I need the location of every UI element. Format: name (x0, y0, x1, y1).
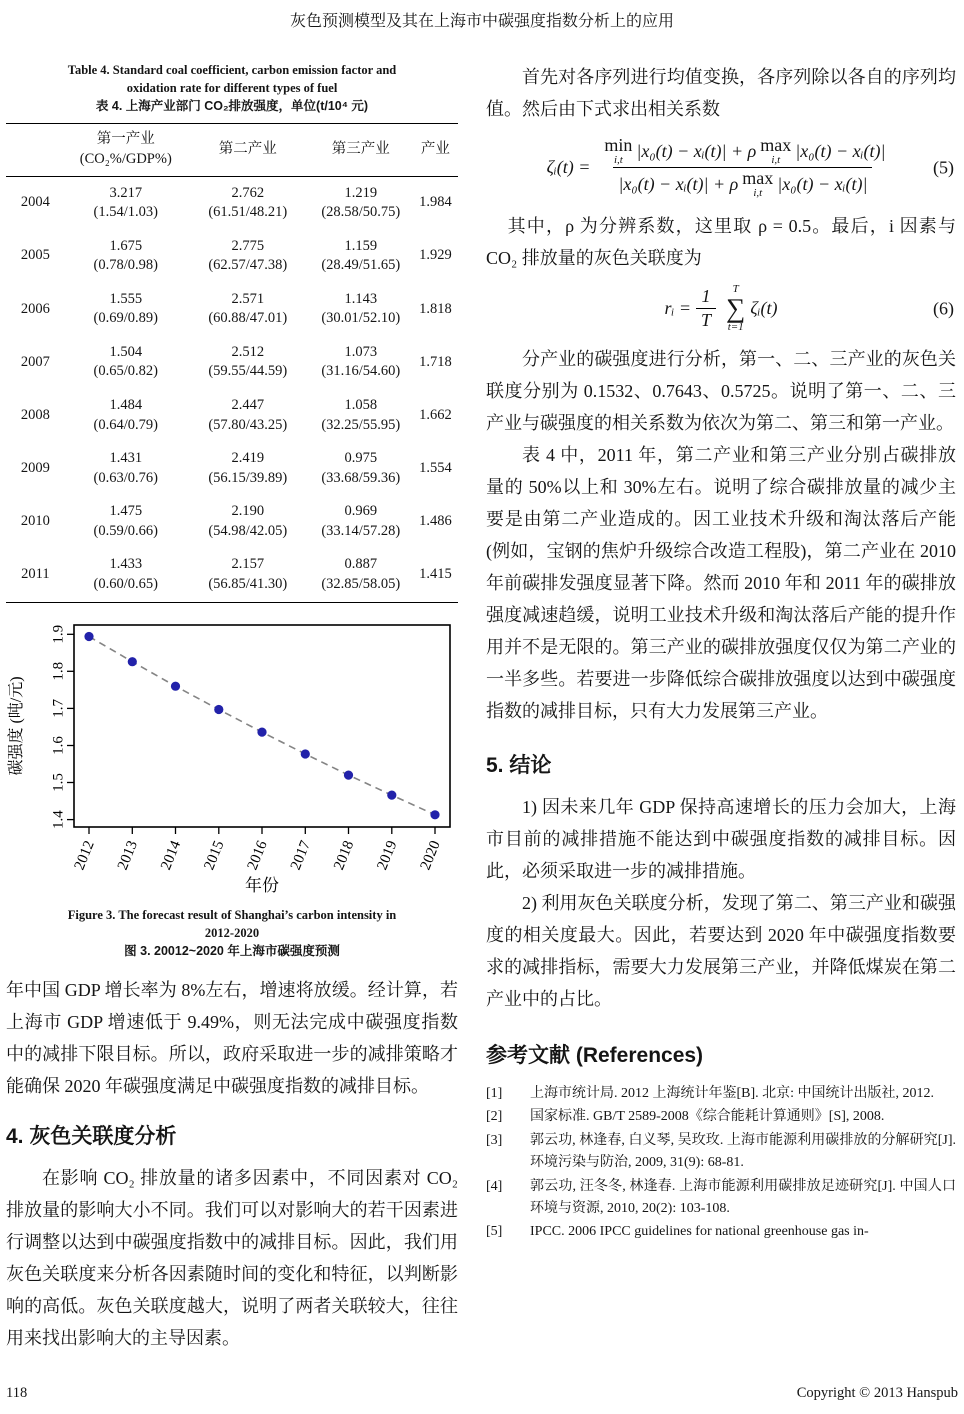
eq6-lhs: rᵢ = (664, 298, 692, 318)
reference-text: IPCC. 2006 IPCC guidelines for national greenhouse gas in- (530, 1224, 869, 1240)
table-body (6, 176, 458, 602)
equation-5-number: (5) (933, 157, 954, 177)
max-operator: max i,t (760, 135, 792, 166)
svg-text:年份: 年份 (245, 875, 279, 895)
cell-industry2: 2.157 (56.85/41.30) (208, 556, 288, 592)
cell-industry3: 1.143 (30.01/52.10) (321, 290, 401, 327)
table-header-row (6, 124, 458, 176)
cell-overall: 1.718 (419, 353, 452, 370)
cell-year: 2008 (20, 406, 50, 423)
equation-6-number: (6) (933, 298, 954, 318)
cell-overall: 1.929 (419, 247, 452, 264)
paragraph-table4-analysis: 表 4 中，2011 年，第二产业和第三产业分别占碳排放量的 50%以上和 30%左右。说明了综合碳排放量的减少主要是由第二产业造成的。因工业技术升级和淘汰落后产能(例如，宝钢的焦炉升级综合改造工程股)，第二产业在 2010 年前碳排发强度显著下降。然而 2010 年和 2011 年的碳排放强度减速趋缓，说明工业技术升级和淘汰落后产能的提升作用并不是无限的。第三产业的碳排放强度仅仅为第二产业的一半多些。若要进一步降低综合碳排放强度以达到中碳强度指数的减排目标，只有大力发展第三产业。 (486, 445, 956, 721)
svg-text:2020: 2020 (417, 838, 444, 872)
table-caption-en-line2: oxidation rate for different types of fuel (126, 81, 338, 96)
min-operator: min i,t (604, 135, 633, 166)
cell-industry1: 1.433 (0.60/0.65) (93, 556, 158, 592)
cell-industry2: 2.447 (57.80/43.25) (208, 397, 288, 433)
svg-text:1.5: 1.5 (50, 772, 67, 792)
svg-text:1.6: 1.6 (50, 735, 67, 755)
eq5-numerator (595, 135, 890, 167)
col-header-industry1-line1: 第一产业 (96, 131, 155, 148)
cell-overall: 1.984 (419, 194, 452, 211)
reference-label: [5] (486, 1224, 503, 1240)
eq5-den-seg-a: |x₀(t) − xᵢ(t)| + ρ (618, 173, 739, 194)
reference-item (486, 1106, 956, 1128)
svg-text:1.7: 1.7 (50, 698, 67, 718)
table-row (6, 176, 458, 230)
figure-caption-en-line1: Figure 3. The forecast result of Shanghai’s carbon intensity in (67, 907, 397, 922)
table-row (6, 442, 458, 495)
svg-text:1.9: 1.9 (50, 624, 67, 644)
eq5-den-seg-b: |x₀(t) − xᵢ(t)| (777, 173, 868, 194)
cell-industry2: 2.190 (54.98/42.05) (208, 503, 288, 539)
table-header (6, 124, 458, 176)
paragraph-industry-correlation: 分产业的碳强度进行分析，第一、二、三产业的灰色关联度分别为 0.1532、0.7643、0.5725。说明了第一、二、三产业与碳强度的相关系数为依次为第二、第三和第一产业。 (486, 349, 956, 433)
eq6-frac-den: T (696, 308, 716, 332)
reference-label: [2] (486, 1109, 503, 1125)
cell-year: 2004 (20, 194, 50, 211)
cell-overall: 1.554 (419, 459, 452, 476)
svg-text:2018: 2018 (331, 838, 358, 872)
sum-operator: T ∑ t=1 (726, 283, 746, 333)
reference-label: [3] (486, 1132, 503, 1148)
table-caption (10, 61, 454, 115)
cell-overall: 1.662 (419, 406, 452, 423)
cell-overall: 1.486 (419, 513, 452, 530)
table-row (6, 283, 458, 336)
cell-industry1: 3.217 (1.54/1.03) (93, 184, 158, 221)
reference-list (486, 1083, 956, 1244)
equation-5 (486, 135, 956, 200)
two-column-layout (6, 49, 958, 1354)
svg-text:2014: 2014 (158, 838, 185, 872)
table-row (6, 336, 458, 389)
cell-year: 2007 (20, 353, 50, 370)
cell-industry1: 1.555 (0.69/0.89) (93, 290, 158, 327)
table-caption-en-line1: Table 4. Standard coal coefficient, carbon emission factor and (67, 63, 397, 77)
svg-text:1.4: 1.4 (50, 809, 67, 829)
col-header-industry1-line2: (CO₂%/GDP%) (79, 150, 172, 167)
max-operator: max i,t (742, 168, 774, 199)
reference-text: 国家标准. GB/T 2589-2008《综合能耗计算通则》[S], 2008. (530, 1109, 885, 1125)
svg-text:1.8: 1.8 (50, 661, 67, 681)
paragraph-rho: 其中，ρ 为分辨系数，这里取 ρ = 0.5。最后，i 因素与 CO₂ 排放量的灰色关联度为 (486, 216, 956, 268)
equation-6-body (665, 284, 778, 333)
svg-text:2016: 2016 (244, 838, 271, 872)
figure-caption-zh: 图 3. 20012~2020 年上海市碳强度预测 (124, 943, 340, 958)
line-chart (6, 615, 458, 897)
cell-industry2: 2.512 (59.55/44.59) (208, 343, 288, 380)
right-column (486, 49, 956, 1354)
cell-industry2: 2.571 (60.88/47.01) (208, 290, 288, 327)
page-title: 灰色预测模型及其在上海市中碳强度指数分析上的应用 (289, 13, 674, 30)
cell-year: 2006 (20, 300, 50, 317)
eq6-rhs: ζᵢ(t) (750, 298, 778, 318)
eq6-frac-num: 1 (701, 286, 711, 306)
svg-text:2017: 2017 (287, 838, 315, 872)
cell-industry1: 1.675 (0.78/0.98) (93, 237, 158, 274)
cell-industry2: 2.775 (62.57/47.38) (208, 237, 288, 274)
table-row (6, 389, 458, 442)
col-header-industry2: 第二产业 (187, 124, 309, 176)
reference-text: 郭云功, 林逢春, 白义琴, 吴玫玫. 上海市能源利用碳排放的分解研究[J]. 环境污染与防治, 2009, 31(9): 68-81. (530, 1132, 956, 1171)
table-row (6, 230, 458, 283)
svg-text:2013: 2013 (114, 838, 142, 872)
eq5-fraction (595, 135, 890, 200)
cell-overall: 1.415 (419, 566, 452, 583)
cell-industry1: 1.431 (0.63/0.76) (93, 450, 158, 486)
cell-industry3: 0.887 (32.85/58.05) (321, 556, 401, 592)
cell-industry3: 0.969 (33.14/57.28) (321, 503, 401, 539)
reference-item (486, 1221, 956, 1243)
figure-caption-en-line2: 2012-2020 (204, 925, 260, 940)
paragraph-mean-transform: 首先对各序列进行均值变换，各序列除以各自的序列均值。然后由下式求出相关系数 (486, 67, 956, 119)
cell-industry1: 1.484 (0.64/0.79) (93, 397, 158, 433)
col-header-year (6, 124, 65, 176)
col-header-industry3: 第三产业 (309, 124, 413, 176)
references-heading: 参考文献 (References) (486, 1044, 704, 1067)
svg-text:2015: 2015 (201, 838, 228, 872)
cell-industry3: 1.159 (28.49/51.65) (321, 237, 401, 274)
conclusion-item-1: 1) 因未来几年 GDP 保持高速增长的压力会加大，上海市目前的减排措施不能达到中碳强度指数的减排目标。因此，必须采取进一步的减排措施。 (486, 797, 956, 881)
cell-industry3: 1.219 (28.58/50.75) (321, 184, 401, 221)
cell-industry2: 2.419 (56.15/39.89) (208, 450, 288, 486)
figure-caption (10, 906, 454, 960)
page-number: 118 (6, 1385, 28, 1401)
section-4-heading: 4. 灰色关联度分析 (6, 1124, 177, 1148)
cell-industry3: 0.975 (33.68/59.36) (321, 450, 401, 486)
cell-year: 2009 (20, 459, 50, 476)
reference-item (486, 1130, 956, 1175)
cell-industry3: 1.058 (32.25/55.95) (321, 397, 401, 433)
cell-industry2: 2.762 (61.51/48.21) (208, 184, 288, 221)
reference-text: 上海市统计局. 2012 上海统计年鉴[B]. 北京: 中国统计出版社, 2012. (530, 1086, 935, 1101)
cell-industry1: 1.504 (0.65/0.82) (93, 343, 158, 380)
svg-text:2012: 2012 (71, 838, 98, 872)
eq5-denominator (613, 167, 872, 200)
eq5-num-seg-b: |x₀(t) − xᵢ(t)| (795, 140, 886, 161)
col-header-overall: 产业 (413, 124, 458, 176)
cell-year: 2005 (20, 247, 50, 264)
cell-industry1: 1.475 (0.59/0.66) (93, 503, 158, 539)
eq5-lhs: ζᵢ(t) = (546, 157, 591, 177)
col-header-industry1 (65, 124, 187, 176)
eq6-fraction (696, 285, 716, 332)
reference-label: [4] (486, 1178, 503, 1194)
svg-text:2019: 2019 (374, 838, 401, 872)
table-row (6, 548, 458, 602)
table-4 (6, 123, 458, 602)
conclusion-item-2: 2) 利用灰色关联度分析，发现了第二、第三产业和碳强度的相关度最大。因此，若要达到 2020 年中碳强度指数要求的减排指标，需要大力发展第三产业，并降低煤炭在第二产业中的占比。 (486, 893, 956, 1009)
cell-overall: 1.818 (419, 300, 452, 317)
table-row (6, 495, 458, 548)
eq5-num-seg-a: |x₀(t) − xᵢ(t)| + ρ (636, 140, 757, 161)
figure-3-chart (6, 615, 458, 902)
left-column (6, 49, 458, 1354)
reference-label: [1] (486, 1086, 503, 1101)
cell-year: 2010 (20, 513, 50, 530)
footer-copyright: Copyright © 2013 Hanspub (796, 1385, 958, 1401)
reference-item (486, 1083, 956, 1105)
cell-industry3: 1.073 (31.16/54.60) (321, 343, 401, 380)
svg-text:碳强度 (吨/元): 碳强度 (吨/元) (8, 675, 25, 776)
paragraph-gdp-continuation: 年中国 GDP 增长率为 8%左右，增速将放缓。经计算，若上海市 GDP 增速低于 9.49%，则无法完成中碳强度指数中的减排下限目标。所以，政府采取进一步的减排策略才能确保 2020 年碳强度满足中碳强度指数的减排目标。 (6, 979, 458, 1096)
table-caption-zh: 表 4. 上海产业部门 CO₂排放强度，单位(t/10⁴ 元) (95, 99, 369, 114)
cell-year: 2011 (21, 566, 50, 583)
equation-6 (486, 284, 956, 333)
paragraph-grey-relational: 在影响 CO₂ 排放量的诸多因素中，不同因素对 CO₂ 排放量的影响大小不同。我们可以对影响大的若干因素进行调整以达到中碳强度指数中的减排目标。因此，我们用灰色关联度来分析各因素随时间的变化和特征，以判断影响的高低。灰色关联度越大，说明了两者关联较大，往往用来找出影响大的主导因素。 (6, 1167, 458, 1348)
reference-text: 郭云功, 汪冬冬, 林逢春. 上海市能源利用碳排放足迹研究[J]. 中国人口环境与资源, 2010, 20(2): 103-108. (530, 1178, 956, 1216)
section-5-heading: 5. 结论 (486, 754, 552, 777)
equation-5-body (547, 135, 896, 200)
reference-item (486, 1176, 956, 1221)
